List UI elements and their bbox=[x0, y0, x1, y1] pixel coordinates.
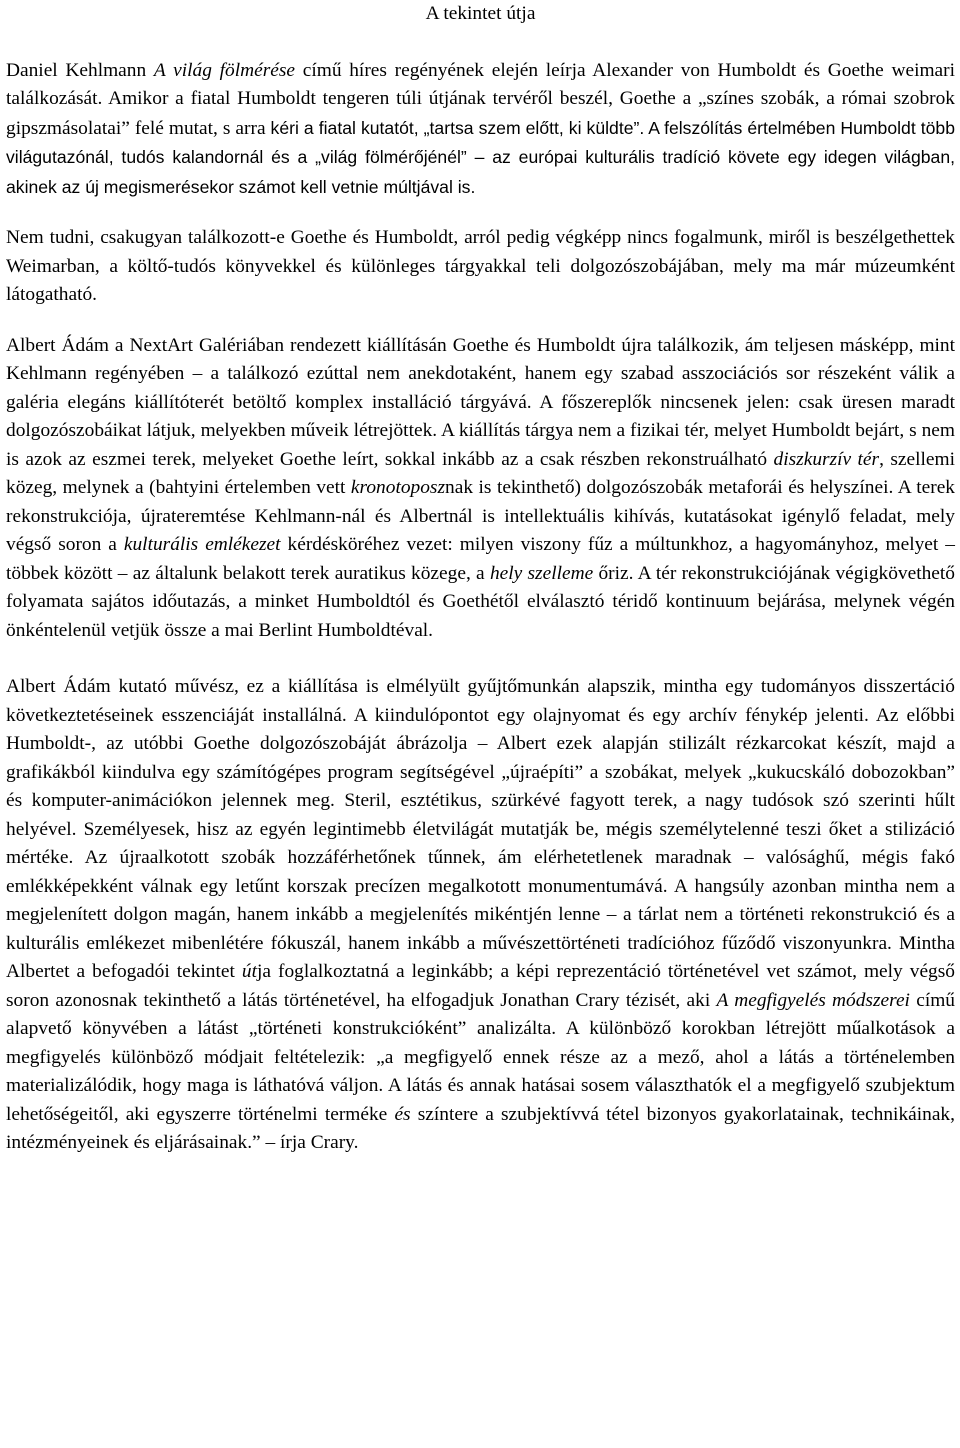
text-run: Albert Ádám a NextArt Galériában rendezett kiállításán Goethe és Humboldt újra találkozik, ám teljesen másképp, mint Kehlmann regényében – a találkozó ezúttal nem anekdotaként, hanem egy szabad asszociációs sor részeként válik a galéria elegáns kiállítóterét betöltő komplex installáció tárgyává. A főszereplők nincsenek jelen: csak üresen maradt dolgozószobáikat látjuk, melyekben műveik létrejöttek. A kiállítás tárgya nem a fizikai tér, melyet Humboldt bejárt, s nem is azok az eszmei terek, melyeket Goethe leírt, sokkal inkább az a csak részben rekonstruálható bbox=[6, 334, 955, 470]
italic-text-run: hely szelleme bbox=[489, 562, 594, 584]
text-run: őriz. A tér rekonstrukciójának végigkövethető folyamata sajátos időutazás, a minket Humboldtól és Goethétől elválasztó téridő kontinuum bejárása, melynek végén önkéntelenül vetjük össze a mai Berlint Humboldtéval. bbox=[6, 562, 955, 641]
paragraph-3 bbox=[6, 332, 955, 646]
text-run: , szellemi közeg, melynek a (bahtyini értelemben vett bbox=[6, 448, 955, 498]
document-title: A tekintet útja bbox=[425, 3, 536, 24]
italic-text-run: A megfigyelés módszerei bbox=[716, 989, 910, 1011]
text-run: című híres regényének elején leírja Alexander von Humboldt és Goethe weimari találkozását. Amikor a fiatal Humboldt tengeren túli útjának tervéről beszél, Goethe a „színes szobák, a római szobrok gipszmásolatai” felé mutat, s arra bbox=[6, 59, 955, 139]
italic-text-run: út bbox=[241, 961, 258, 982]
text-run: című alapvető könyvében a látást „történeti konstrukcióként” analizálta. A különböző korokban létrejött műalkotások a megfigyelés különböző módjait feltételezik: „a megfigyelő ennek része az a mező, ahol a látás a történelemben materializálódik, hogy maga is láthatóvá váljon. A látás és annak hatásai sosem választhatók el a megfigyelő szubjektum lehetőségeitől, aki egyszerre történelmi terméke bbox=[6, 989, 955, 1125]
italic-text-run: kronotoposz bbox=[350, 477, 446, 498]
italic-text-run: diszkurzív tér bbox=[773, 448, 880, 470]
text-run: kéri a fiatal kutatót, „tartsa szem előtt, ki küldte”. A felszólítás értelmében Humboldt több világutazónál, tudós kalandornál és a „világ fölmérőjénél” – az európai kulturális tradíció követe egy idegen világban, akinek az új megismerésekor számot kell vetnie múltjával is. bbox=[6, 117, 955, 197]
text-run: kérdésköréhez vezet: milyen viszony fűz a múltunkhoz, a hagyományhoz, melyet – többek között – az általunk belakott terek auratikus közege, a bbox=[6, 534, 955, 584]
italic-text-run: kulturális emlékezet bbox=[123, 534, 281, 555]
text-run: ja foglalkoztatná a leginkább; a képi reprezentáció történetével vet számot, mely végső soron azonosnak tekinthető a látás történetével, ha elfogadjuk Jonathan Crary tézisét, aki bbox=[6, 961, 955, 1011]
text-run: nak is tekinthető) dolgozószobák metaforái és helyszínei. A terek rekonstrukciója, újrateremtése Kehlmann-nál és Albertnál is intellektuális kihívás, kutatásokat igénylő feladat, mely végső soron a bbox=[6, 477, 956, 555]
text-run: Nem tudni, csakugyan találkozott-e Goethe és Humboldt, arról pedig végképp nincs fogalmunk, miről is beszélgethettek Weimarban, a költő-tudós könyvekkel és különleges tárgyakkal teli dolgozószobájában, mely ma már múzeumként látogatható. bbox=[6, 227, 955, 305]
paragraph-4 bbox=[6, 673, 955, 1158]
italic-text-run: A világ fölmérése bbox=[153, 59, 296, 81]
text-run: Daniel Kehlmann bbox=[6, 59, 154, 81]
paragraph-2 bbox=[6, 224, 955, 310]
text-run: Albert Ádám kutató művész, ez a kiállítása is elmélyült gyűjtőmunkán alapszik, mintha egy tudományos disszertáció következtetéseinek esszenciáját installálná. A kiindulópontot egy olajnyomat és egy archív fénykép jelenti. Az előbbi Humboldt-, az utóbbi Goethe dolgozószobáját ábrázolja – Albert ezek alapján stilizált rézkarcokat készít, majd a grafikákból kiindulva egy számítógépes program segítségével „újraépíti” a szobákat, melyek „kukucskáló dobozokban” és komputer-animációkon jelennek meg. Steril, esztétikus, szürkévé fagyott terek, a nagy tudósok szó szerinti hűlt helyével. Személyesek, hisz az egyén legintimebb életvilágát mutatják be, mégis személytelenné teszi őket a stilizáció mértéke. Az újraalkotott szobák hozzáférhetőnek tűnnek, ám elérhetetlenek maradnak – valósághű, mégis fakó emlékképekként válnak egy letűnt korszak precízen megalkotott monumentumává. A hangsúly azonban mintha nem a megjelenített dolgon magán, hanem inkább a megjelenítés mikéntjén lenne – a tárlat nem a történeti rekonstrukció és a kulturális emlékezet mibenlétére fókuszál, hanem inkább a művészettörténeti tradícióhoz fűződő viszonyunkra. Mintha Albertet a befogadói tekintet bbox=[6, 676, 955, 982]
paragraph-1 bbox=[6, 57, 955, 203]
text-run: színtere a szubjektívvá tétel bizonyos gyakorlatainak, technikáinak, intézményeinek és eljárásainak.” – írja Crary. bbox=[6, 1103, 955, 1153]
italic-text-run: és bbox=[394, 1103, 411, 1125]
